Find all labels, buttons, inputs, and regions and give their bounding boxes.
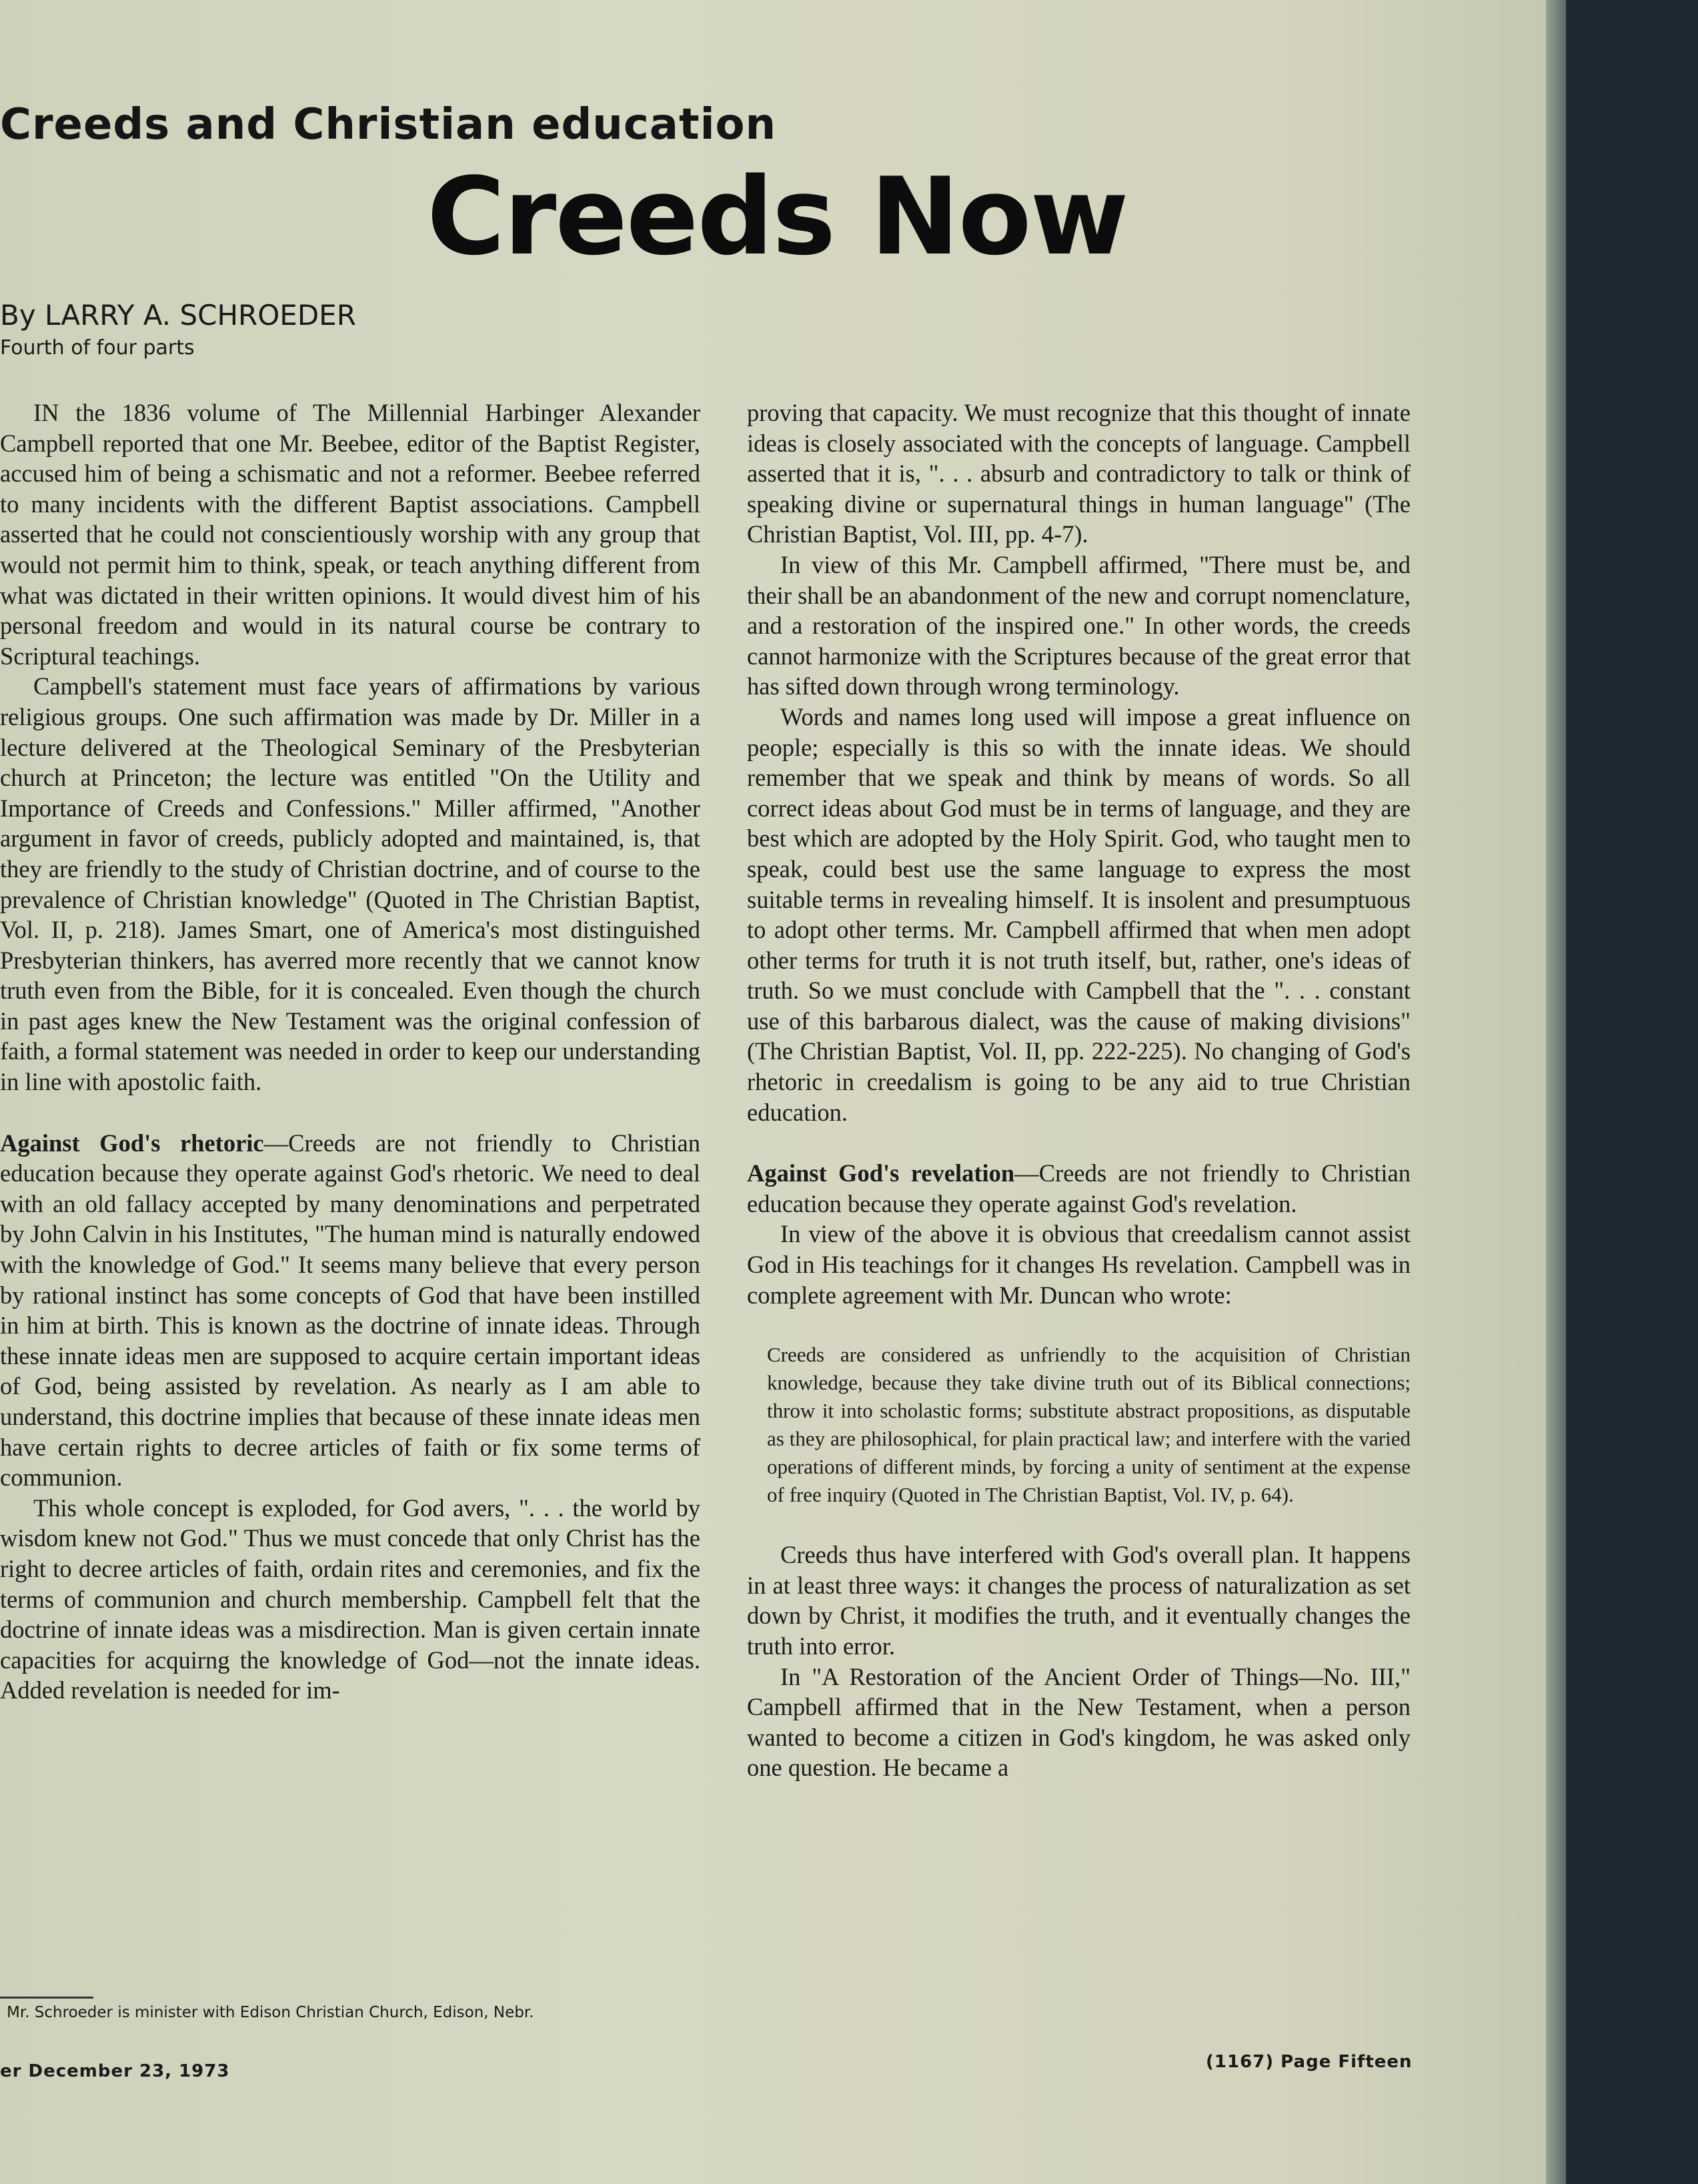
paragraph: In view of this Mr. Campbell affirmed, "There must be, and their shall be an abandonment of the new and corrupt nomenclature, and a restoration of the inspired one." In other words, the creeds cannot harmonize with the Scriptures because of the great error that has sifted down through wrong terminology.: [747, 550, 1411, 700]
paragraph: Words and names long used will impose a great influence on people; especially is this so with the innate ideas. We should remember that we speak and think by means of words. So all correct ideas about God must be in terms of language, and they are best which are adopted by the Holy Spirit. God, who taught men to speak, could best use the same language to express the most suitable terms in revealing himself. It is insolent and presumptuous to adopt other terms. Mr. Campbell affirmed that when men adopt other terms for truth it is not truth itself, but, rather, one's ideas of truth. So we must conclude with Campbell that the ". . . constant use of this barbarous dialect, was the cause of making divisions" (The Christian Baptist, Vol. II, pp. 222-225). No changing of God's rhetoric in creedalism is going to be any aid to true Christian education.: [747, 702, 1411, 1126]
author-footnote: Mr. Schroeder is minister with Edison Christian Church, Edison, Nebr.: [7, 2004, 534, 2021]
paragraph: Creeds thus have interfered with God's overall plan. It happens in at least three ways: it changes the process of naturalization as set down by Christ, it modifies the truth, and it eventually changes the truth into error.: [747, 1541, 1411, 1660]
byline: By LARRY A. SCHROEDER: [0, 299, 356, 332]
subheading: Against God's revelation: [747, 1159, 1015, 1187]
paragraph: In "A Restoration of the Ancient Order of Things—No. III," Campbell affirmed that in the New Testament, when a person wanted to become a citizen in God's kingdom, he was asked only one question. He became a: [747, 1662, 1411, 1782]
footnote-divider: [0, 1997, 93, 1999]
paragraph-body: —Creeds are not friendly to Christian education because they operate against God's revelation.: [747, 1159, 1411, 1217]
paragraph-with-heading: [0, 1128, 700, 1493]
paragraph-body: —Creeds are not friendly to Christian education because they operate against God's rhetoric. We need to deal with an old fallacy accepted by many denominations and perpetrated by John Calvin in his Institutes, "The human mind is naturally endowed with the knowledge of God." It seems many believe that every person by rational instinct has some concepts of God that have been instilled in him at birth. This is known as the doctrine of innate ideas. Through these innate ideas men are supposed to acquire certain important ideas of God, being assisted by revelation. As nearly as I am able to understand, this doctrine implies that because of these innate ideas men have certain rights to decree articles of faith or fix some terms of communion.: [0, 1129, 701, 1492]
paragraph: proving that capacity. We must recognize that this thought of innate ideas is closely associated with the concepts of language. Campbell asserted that it is, ". . . absurb and contradictory to talk or think of speaking divine or supernatural things in human language" (The Christian Baptist, Vol. III, pp. 4-7).: [747, 399, 1411, 548]
page-number: (1167) Page Fifteen: [1206, 2052, 1413, 2072]
paragraph: Campbell's statement must face years of affirmations by various religious groups. One such affirmation was made by Dr. Miller in a lecture delivered at the Theological Seminary of the Presbyterian church at Princeton; the lecture was entitled "On the Utility and Importance of Creeds and Confessions." Miller affirmed, "Another argument in favor of creeds, publicly adopted and maintained, is, that they are friendly to the study of Christian doctrine, and of course to the prevalence of Christian knowledge" (Quoted in The Christian Baptist, Vol. II, p. 218). James Smart, one of America's most distinguished Presbyterian thinkers, has averred more recently that we cannot know truth even from the Bible, for it is concealed. Even though the church in past ages knew the New Testament was the original confession of faith, a formal statement was needed in order to keep our understanding in line with apostolic faith.: [0, 672, 700, 1096]
block-quote: Creeds are considered as unfriendly to the acquisition of Christian knowledge, because they take divine truth out of its Biblical connections; throw it into scholastic forms; substitute abstract propositions, as disputable as they are philosophical, for plain practical law; and interfere with the varied operations of different minds, by forcing a unity of sentiment at the expense of free inquiry (Quoted in The Christian Baptist, Vol. IV, p. 64).: [767, 1343, 1411, 1507]
series-note: Fourth of four parts: [0, 336, 195, 360]
section-title: Creeds and Christian education: [0, 100, 777, 149]
subheading: Against God's rhetoric: [0, 1129, 264, 1157]
page-edge-shadow: [1546, 0, 1566, 2184]
paragraph: In view of the above it is obvious that creedalism cannot assist God in His teachings for it changes Hs revelation. Campbell was in complete agreement with Mr. Duncan who wrote:: [747, 1220, 1411, 1309]
right-column: [747, 398, 1411, 1783]
paragraph: This whole concept is exploded, for God avers, ". . . the world by wisdom knew not God." Thus we must concede that only Christ has the right to decree articles of faith, ordain rites and ceremonies, and fix the terms of communion and church membership. Campbell felt that the doctrine of innate ideas was a misdirection. Man is given certain innate capacities for acquirng the knowledge of God—not the innate ideas. Added revelation is needed for im-: [0, 1494, 700, 1704]
left-column: [0, 398, 700, 1706]
paragraph: IN the 1836 volume of The Millennial Harbinger Alexander Campbell reported that one Mr. Beebee, editor of the Baptist Register, accused him of being a schismatic and not a reformer. Beebee referred to many incidents with the different Baptist associations. Campbell asserted that he could not conscientiously worship with any group that would not permit him to think, speak, or teach anything different from what was dictated in their written opinions. It would divest him of his personal freedom and would in its natural course be contrary to Scriptural teachings.: [0, 399, 700, 670]
article-title: Creeds Now: [427, 154, 1128, 279]
paragraph-with-heading: [747, 1158, 1411, 1219]
issue-date: er December 23, 1973: [0, 2061, 230, 2081]
